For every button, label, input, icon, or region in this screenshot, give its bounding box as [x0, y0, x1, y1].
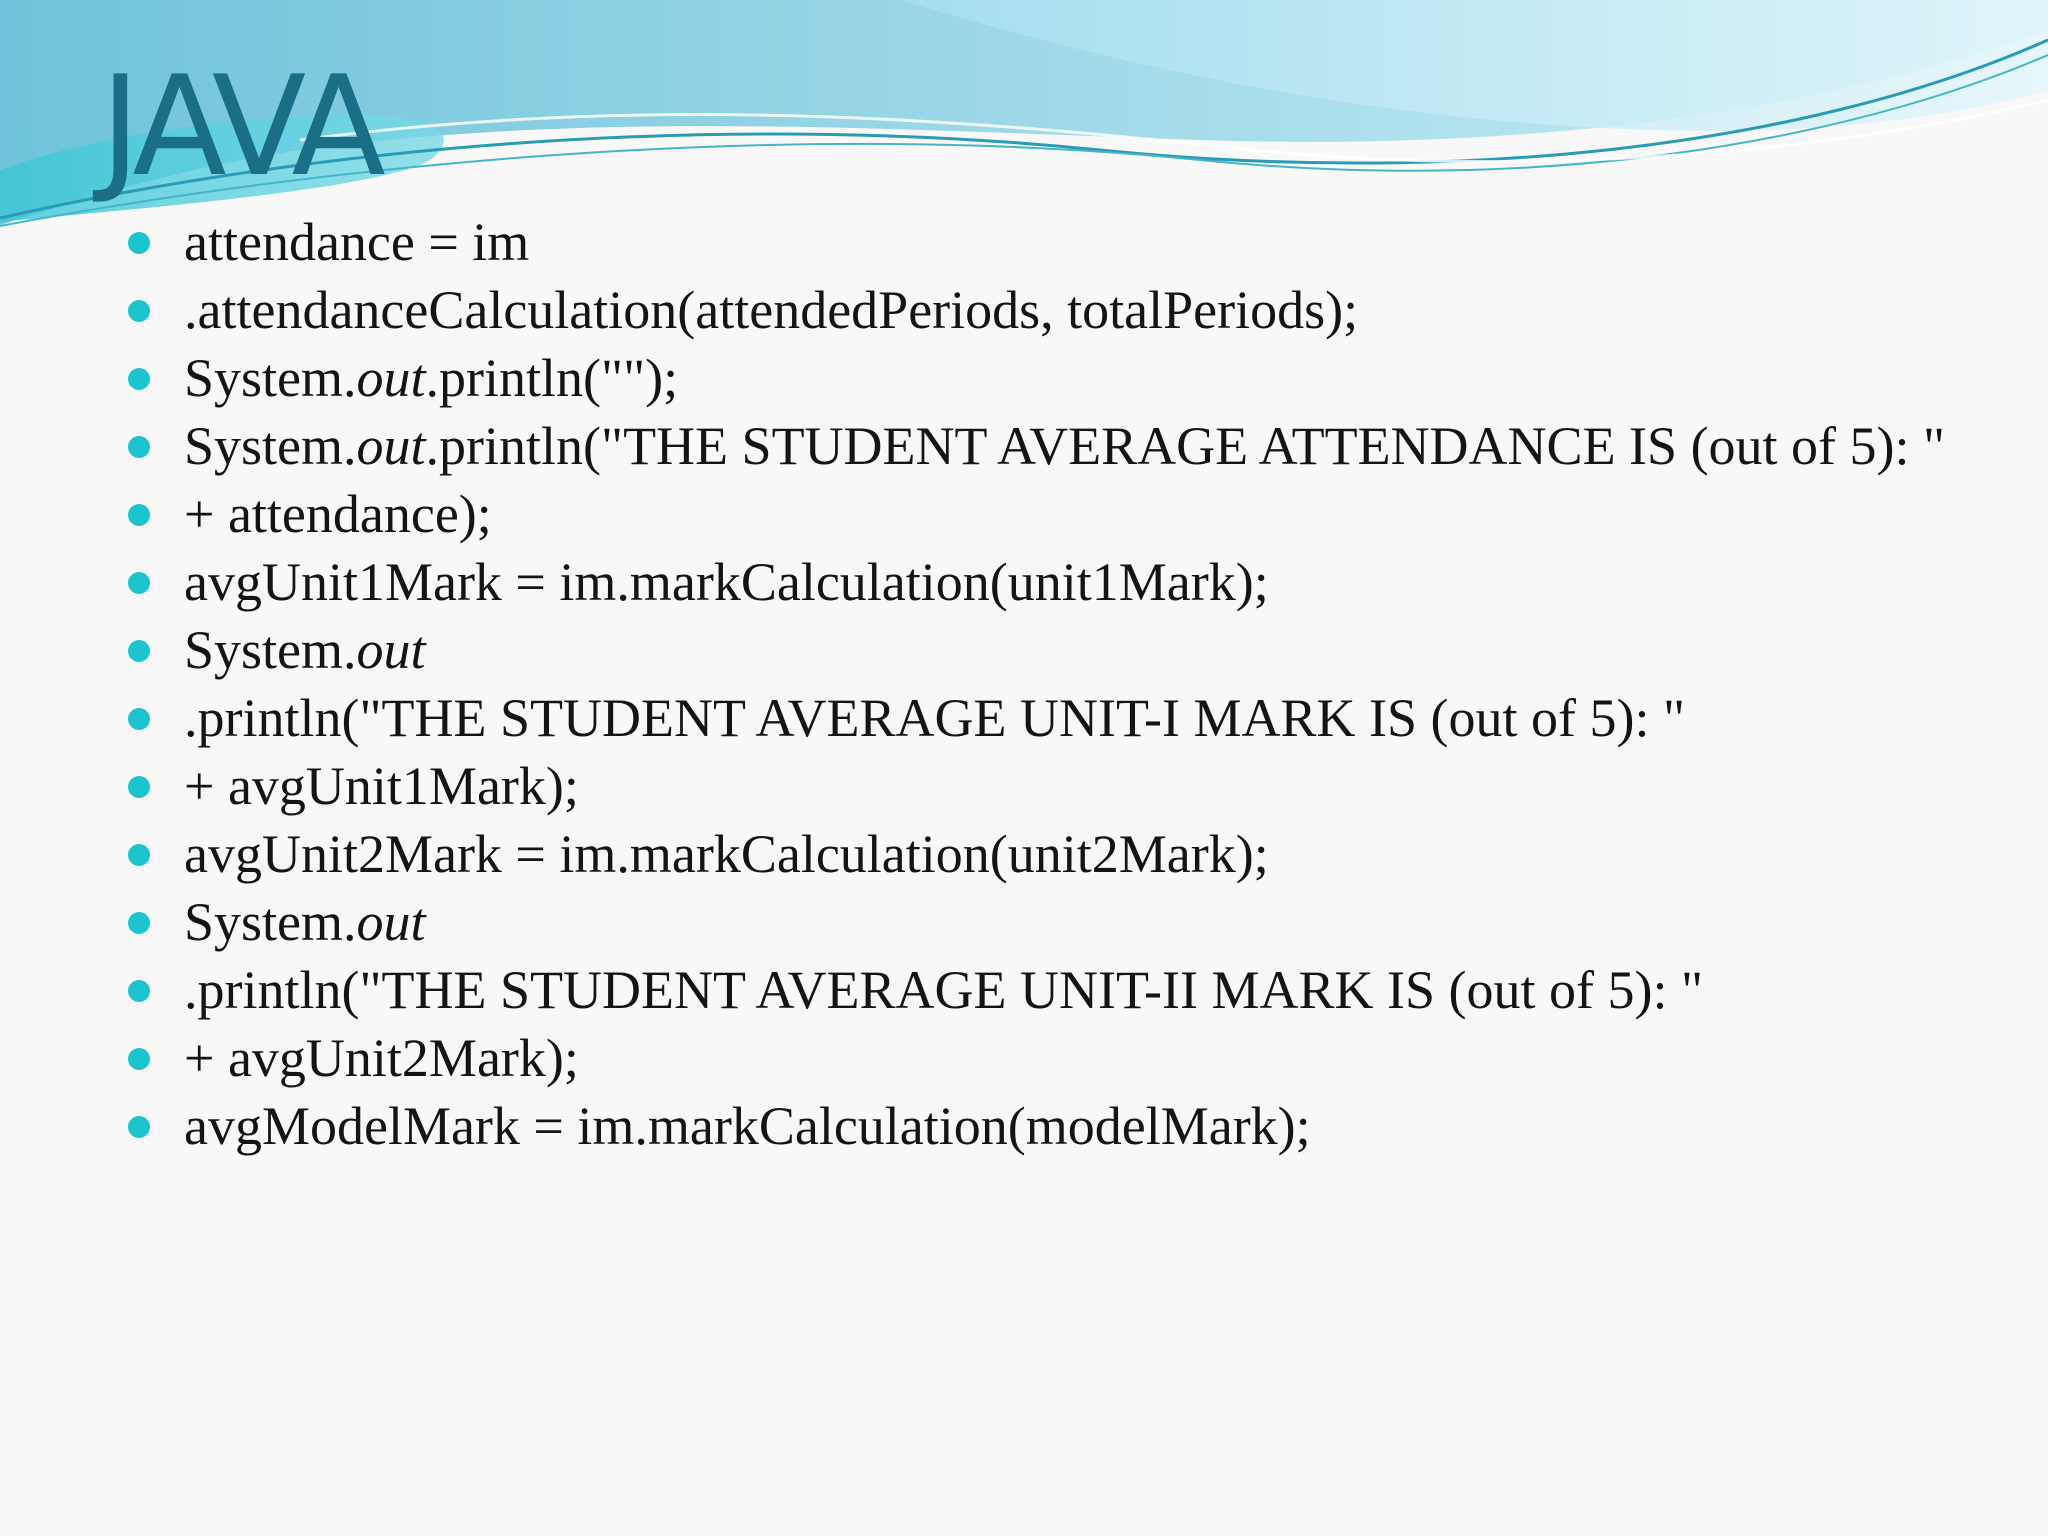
bullet-dot-icon	[128, 300, 150, 322]
bullet-dot-icon	[128, 844, 150, 866]
code-line: + avgUnit1Mark);	[184, 756, 579, 816]
code-line-italic-part: out	[356, 348, 426, 408]
list-item	[0, 548, 2048, 616]
bullet-dot-icon	[128, 368, 150, 390]
code-line: avgUnit2Mark = im.markCalculation(unit2Mark);	[184, 824, 1269, 884]
code-line: avgUnit1Mark = im.markCalculation(unit1Mark);	[184, 552, 1269, 612]
code-line: + attendance);	[184, 484, 492, 544]
list-item	[0, 480, 2048, 548]
bullet-dot-icon	[128, 572, 150, 594]
code-line: attendance = im	[184, 212, 530, 272]
code-line-part: System.	[184, 620, 357, 680]
list-item	[0, 616, 2048, 684]
code-line: avgModelMark = im.markCalculation(modelMark);	[184, 1096, 1311, 1156]
code-line: .attendanceCalculation(attendedPeriods, totalPeriods);	[184, 280, 1359, 340]
list-item	[0, 888, 2048, 956]
slide-title: JAVA	[100, 46, 380, 207]
code-line-part: .println("THE STUDENT AVERAGE ATTENDANCE IS (out of 5): "	[425, 416, 1946, 476]
code-bullet-list	[0, 208, 2048, 1160]
bullet-dot-icon	[128, 232, 150, 254]
code-line-italic-part: out	[356, 892, 426, 952]
list-item	[0, 344, 2048, 412]
list-item	[0, 820, 2048, 888]
code-line-italic-part: out	[356, 416, 426, 476]
bullet-dot-icon	[128, 640, 150, 662]
bullet-dot-icon	[128, 776, 150, 798]
code-line-part: System.	[184, 416, 357, 476]
code-line: .println("THE STUDENT AVERAGE UNIT-I MARK IS (out of 5): "	[184, 688, 1686, 748]
list-item	[0, 208, 2048, 276]
list-item	[0, 412, 2048, 480]
bullet-dot-icon	[128, 504, 150, 526]
list-item	[0, 276, 2048, 344]
list-item	[0, 752, 2048, 820]
bullet-dot-icon	[128, 980, 150, 1002]
bullet-dot-icon	[128, 708, 150, 730]
list-item	[0, 956, 2048, 1024]
code-line: + avgUnit2Mark);	[184, 1028, 579, 1088]
bullet-dot-icon	[128, 436, 150, 458]
code-line-part: System.	[184, 892, 357, 952]
list-item	[0, 684, 2048, 752]
code-line-italic-part: out	[356, 620, 426, 680]
bullet-dot-icon	[128, 1048, 150, 1070]
list-item	[0, 1024, 2048, 1092]
bullet-dot-icon	[128, 1116, 150, 1138]
code-line: .println("THE STUDENT AVERAGE UNIT-II MARK IS (out of 5): "	[184, 960, 1704, 1020]
code-line-part: .println("");	[425, 348, 679, 408]
list-item	[0, 1092, 2048, 1160]
bullet-dot-icon	[128, 912, 150, 934]
code-line-part: System.	[184, 348, 357, 408]
